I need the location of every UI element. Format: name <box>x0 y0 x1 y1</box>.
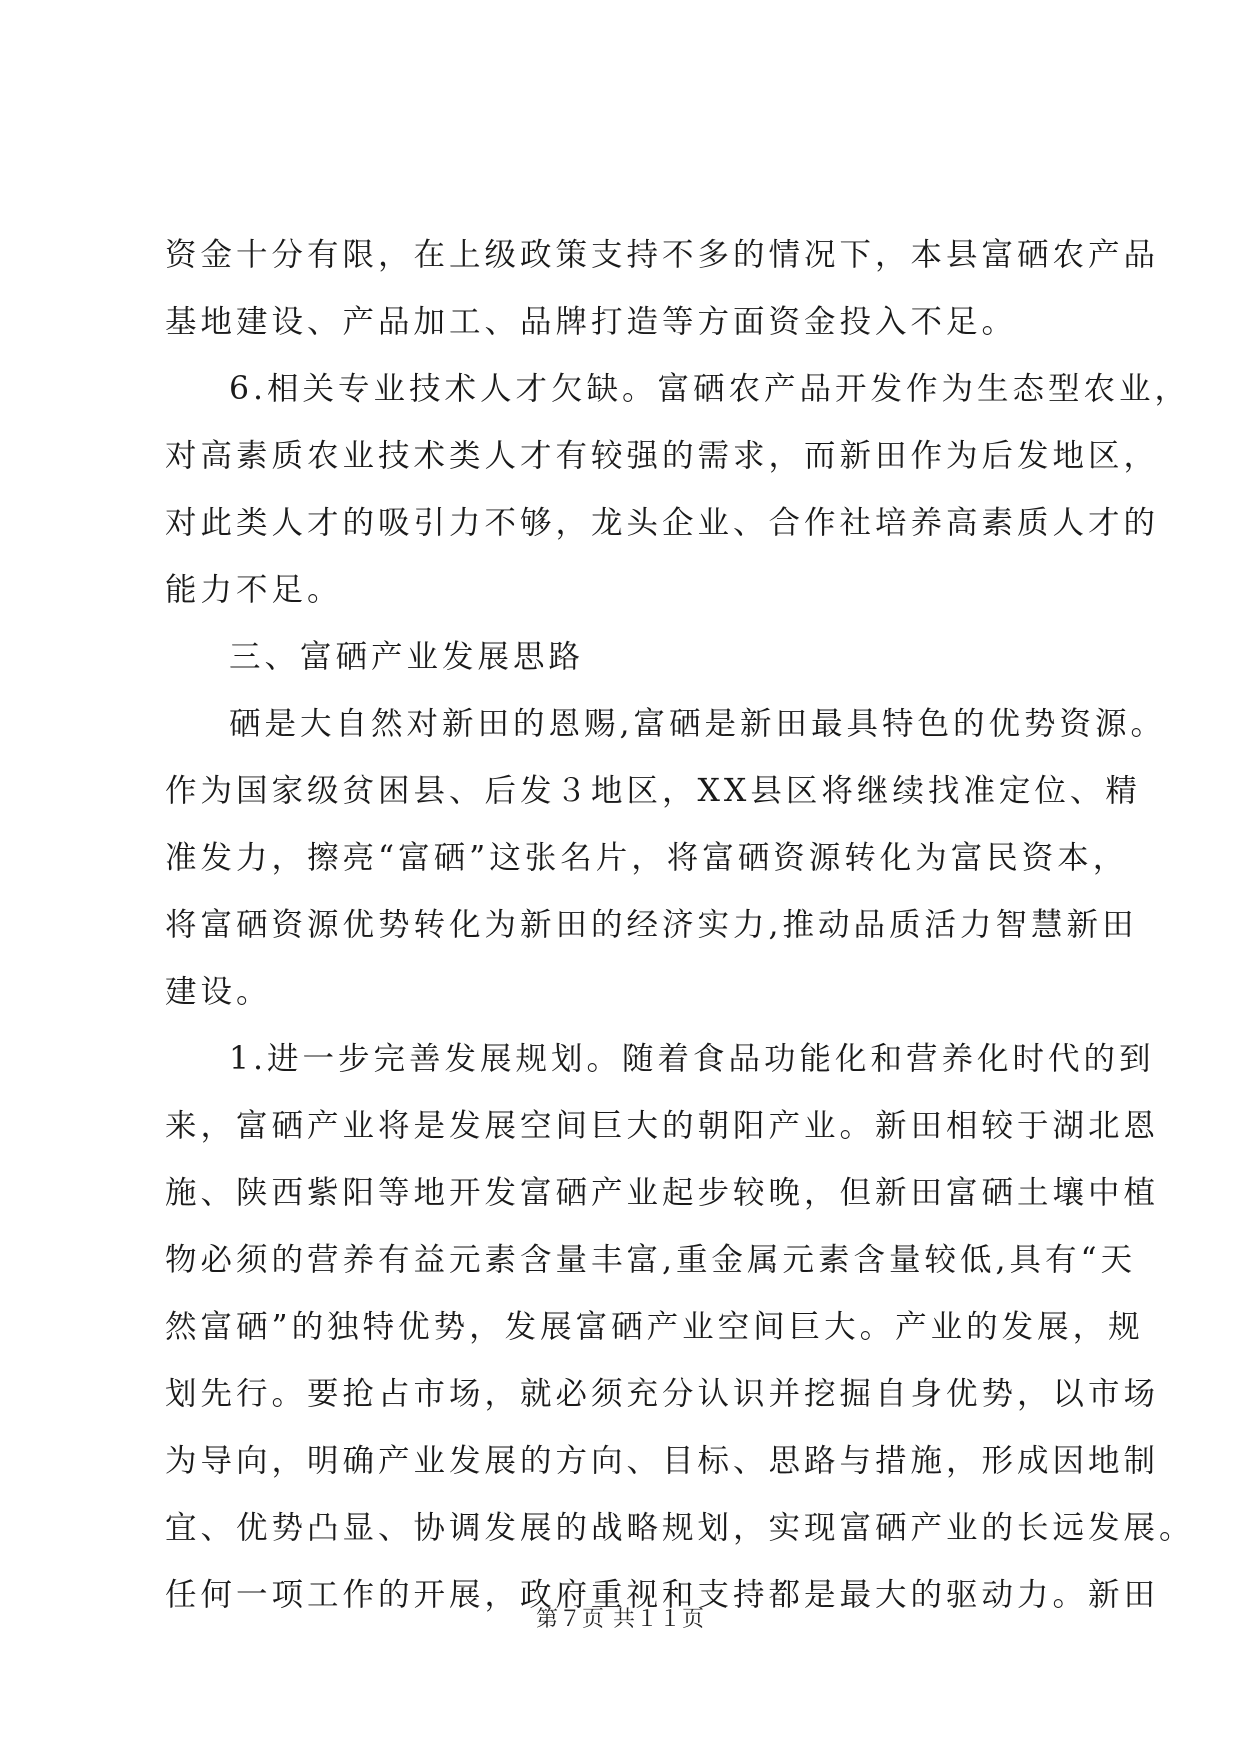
text-line: 建设。 <box>165 974 272 1010</box>
text-line: 为导向，明确产业发展的方向、目标、思路与措施，形成因地制 <box>165 1443 1160 1479</box>
text-line: 将富硒资源优势转化为新田的经济实力,推动品质活力智慧新田 <box>165 907 1138 943</box>
text-line: 来，富硒产业将是发展空间巨大的朝阳产业。新田相较于湖北恩 <box>165 1108 1160 1144</box>
text-line: 对高素质农业技术类人才有较强的需求，而新田作为后发地区， <box>165 438 1160 474</box>
page-number-footer: 第７页 共１１页 <box>536 1607 705 1632</box>
text-line: 能力不足。 <box>165 572 343 608</box>
text-line: 对此类人才的吸引力不够，龙头企业、合作社培养高素质人才的 <box>165 505 1160 541</box>
text-line: 划先行。要抢占市场，就必须充分认识并挖掘自身优势，以市场 <box>165 1376 1160 1412</box>
text-line: 基地建设、产品加工、品牌打造等方面资金投入不足。 <box>165 304 1018 340</box>
paragraph-start-line: 1.进一步完善发展规划。随着食品功能化和营养化时代的到 <box>229 1041 1155 1077</box>
document-body <box>165 222 1195 1629</box>
text-line: 施、陕西紫阳等地开发富硒产业起步较晚，但新田富硒土壤中植 <box>165 1175 1160 1211</box>
paragraph-start-line: 6.相关专业技术人才欠缺。富硒农产品开发作为生态型农业， <box>229 371 1191 407</box>
text-line: 资金十分有限，在上级政策支持不多的情况下，本县富硒农产品 <box>165 237 1160 273</box>
paragraph-start-line: 硒是大自然对新田的恩赐,富硒是新田最具特色的优势资源。 <box>229 706 1167 742</box>
text-line: 然富硒”的独特优势，发展富硒产业空间巨大。产业的发展，规 <box>165 1309 1144 1345</box>
section-heading: 三、富硒产业发展思路 <box>229 639 585 675</box>
text-line: 宜、优势凸显、协调发展的战略规划，实现富硒产业的长远发展。 <box>165 1510 1195 1546</box>
text-line: 作为国家级贫困县、后发３地区，XX县区将继续找准定位、精 <box>165 773 1141 809</box>
text-line: 准发力，擦亮“富硒”这张名片，将富硒资源转化为富民资本， <box>165 840 1129 876</box>
text-line: 任何一项工作的开展，政府重视和支持都是最大的驱动力。新田 <box>165 1577 1160 1613</box>
text-line: 物必须的营养有益元素含量丰富,重金属元素含量较低,具有“天 <box>165 1242 1137 1278</box>
